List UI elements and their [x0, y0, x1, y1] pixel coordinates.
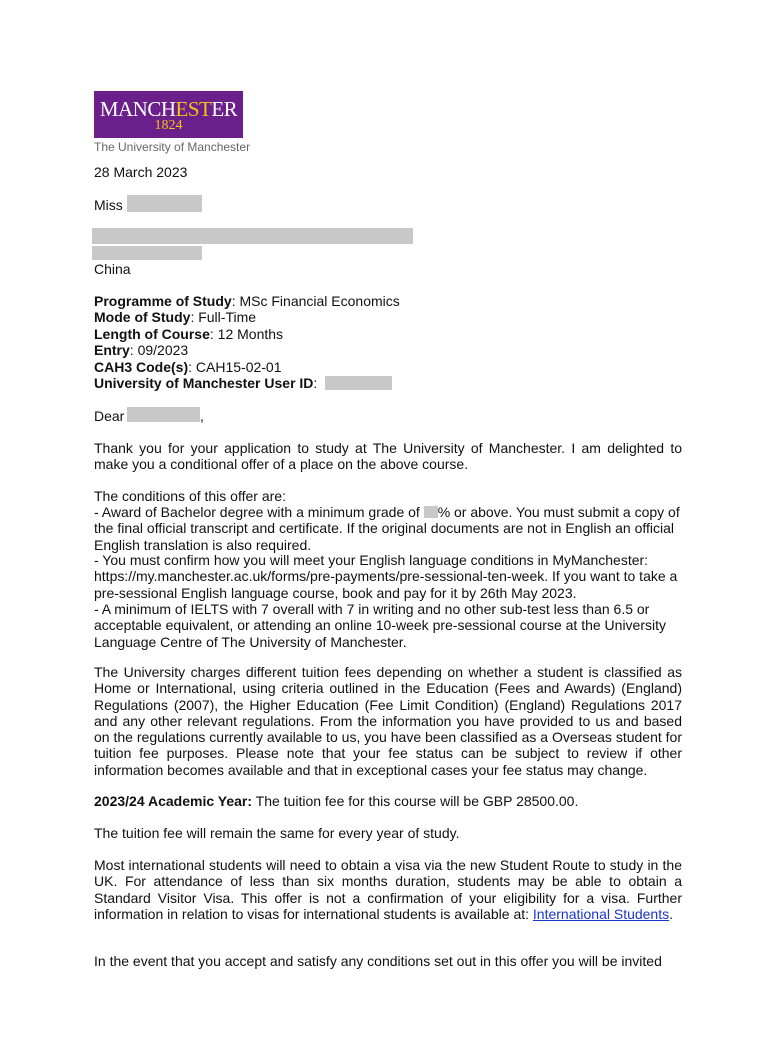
- detail-length: Length of Course: 12 Months: [94, 326, 284, 342]
- condition-degree: - Award of Bachelor degree with a minimum grade of % or above. You must submit a copy of the final official transcript and certificate. If the original documents are not in English an official English translation is also required.: [94, 504, 680, 553]
- detail-user-id: University of Manchester User ID:: [94, 375, 318, 391]
- redacted-name: [127, 195, 202, 212]
- logo-subtitle: The University of Manchester: [94, 140, 251, 154]
- recipient-country: China: [94, 261, 131, 277]
- logo-year: 1824: [154, 118, 183, 133]
- conditions-heading: The conditions of this offer are:: [94, 488, 286, 504]
- international-students-link[interactable]: International Students: [532, 905, 670, 922]
- condition-english: - You must confirm how you will meet your English language conditions in MyManchester: https://my.manchester.ac.uk/forms/pre-payments/pre-sessional-ten-week. If you want to take a pre-sessional English language course, book and pay for it by 26th May 2023.: [94, 552, 678, 601]
- recipient-title: Miss: [94, 197, 123, 213]
- redacted-grade: [424, 506, 438, 518]
- university-logo: [94, 91, 243, 138]
- intro-paragraph: Thank you for your application to study at The University of Manchester. I am delighted to make you a conditional offer of a place on the above course.: [94, 440, 682, 473]
- fee-statement: 2023/24 Academic Year: The tuition fee for this course will be GBP 28500.00.: [94, 793, 579, 809]
- detail-entry: Entry: 09/2023: [94, 342, 189, 358]
- visa-paragraph: Most international students will need to obtain a visa via the new Student Route to study in the UK. For attendance of less than six months duration, students may be able to obtain a Standard Visitor Visa. This offer is not a confirmation of your eligibility for a visa. Further information in relation to visas for international students is available at: International Students.: [94, 857, 682, 922]
- letter-date: 28 March 2023: [94, 164, 188, 180]
- redacted-greeting-name: [127, 407, 200, 422]
- detail-mode: Mode of Study: Full-Time: [94, 309, 257, 325]
- detail-programme: Programme of Study: MSc Financial Economics: [94, 293, 400, 309]
- final-line: In the event that you accept and satisfy any conditions set out in this offer you will be invited: [94, 953, 662, 969]
- redacted-address-line2: [92, 246, 202, 260]
- detail-cah3: CAH3 Code(s): CAH15-02-01: [94, 359, 282, 375]
- fee-same-statement: The tuition fee will remain the same for every year of study.: [94, 825, 460, 841]
- redacted-user-id: [325, 376, 392, 390]
- condition-ielts: - A minimum of IELTS with 7 overall with 7 in writing and no other sub-test less than 6.5 or acceptable equivalent, or attending an online 10-week pre-sessional course at the University Language Centre of The University of Manchester.: [94, 601, 667, 650]
- logo-wordmark: MANCHESTER: [99, 97, 238, 121]
- fees-paragraph: The University charges different tuition fees depending on whether a student is classified as Home or International, using criteria outlined in the Education (Fees and Awards) (England) Regulations (2007), the Higher Education (Fee Limit Condition) (England) Regulations 2017 and any other relevant regulations. From the information you have provided to us and based on the regulations currently available to us, you have been classified as a Overseas student for tuition fee purposes. Please note that your fee status can be subject to review if other information becomes available and that in exceptional cases your fee status may change.: [94, 664, 682, 778]
- greeting-comma: ,: [200, 408, 204, 424]
- redacted-address-line1: [92, 228, 413, 244]
- greeting: Dear: [94, 408, 125, 424]
